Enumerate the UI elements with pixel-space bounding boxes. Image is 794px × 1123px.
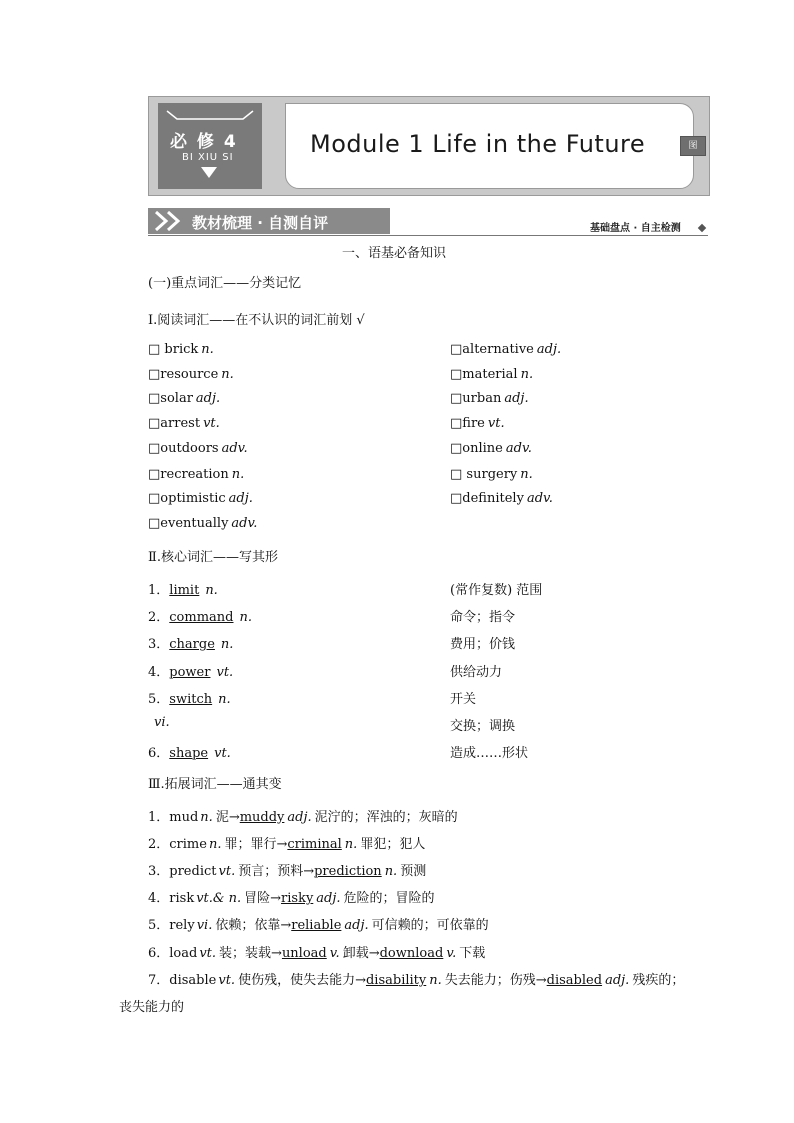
base-meaning: 装；装载→ xyxy=(219,946,282,961)
derived-pos: v. xyxy=(329,946,340,961)
checkbox-icon: □ xyxy=(450,467,463,482)
derived-meaning: 泥泞的；浑浊的；灰暗的 xyxy=(314,810,458,825)
checkbox-icon: □ xyxy=(450,441,463,456)
base-word: 3．predict xyxy=(148,864,217,879)
checkbox-icon: □ xyxy=(148,491,161,506)
item-number: 3． xyxy=(148,637,170,652)
derived-word-2: download xyxy=(379,946,444,961)
checkbox-icon: □ xyxy=(450,491,463,506)
base-meaning: 冒险→ xyxy=(244,891,282,906)
vocab-pos: adv. xyxy=(505,441,532,456)
derived-word: unload xyxy=(281,946,327,961)
base-meaning: 罪；罪行→ xyxy=(224,837,288,852)
vocab-pos: adv. xyxy=(231,516,258,531)
vocab-word: urban xyxy=(462,391,502,406)
vocab-item xyxy=(450,441,532,456)
ribbon-label: 教材梳理 · 自测自评 xyxy=(192,214,329,232)
word-meaning: 开关 xyxy=(450,692,477,707)
base-pos: n. xyxy=(208,837,222,852)
vocab-pos: n. xyxy=(520,367,534,382)
derived-word: muddy xyxy=(239,810,285,825)
derived-word: prediction xyxy=(314,864,382,879)
derived-meaning: 预测 xyxy=(400,864,427,879)
part3-title: Ⅲ.拓展词汇——通其变 xyxy=(148,777,282,792)
chevron-icon xyxy=(152,210,188,232)
checkbox-icon: □ xyxy=(450,367,463,382)
derivation-row xyxy=(148,887,435,906)
part2-title: Ⅱ.核心词汇——写其形 xyxy=(148,550,278,565)
vocab-item xyxy=(450,467,533,482)
answer-word: charge xyxy=(169,637,215,652)
derivation-row xyxy=(148,969,684,988)
derivation-row xyxy=(148,942,485,961)
vocab-word: definitely xyxy=(462,491,524,506)
word-pos: n. xyxy=(239,610,253,625)
checkbox-icon: □ xyxy=(450,416,463,431)
vocab-pos: adj. xyxy=(536,342,562,357)
vocab-item xyxy=(148,516,257,531)
subsection-heading: (一)重点词汇——分类记忆 xyxy=(148,276,302,291)
vocab-pos: n. xyxy=(520,467,533,482)
derived-meaning-2: 残疾的； xyxy=(632,973,685,988)
vocab-item xyxy=(450,416,505,431)
derived-pos: n. xyxy=(344,837,358,852)
word-meaning: (常作复数) 范围 xyxy=(450,583,543,598)
checkbox-icon: □ xyxy=(148,441,161,456)
diamond-icon xyxy=(698,224,706,232)
word-pos: n. xyxy=(220,637,234,652)
vocab-item xyxy=(148,342,214,357)
part1-title: Ⅰ.阅读词汇——在不认识的词汇前划 √ xyxy=(148,313,365,328)
word-meaning: 命令；指令 xyxy=(450,610,516,625)
derived-pos: n. xyxy=(429,973,442,988)
vocab-item xyxy=(148,491,253,506)
vocab-word: brick xyxy=(160,342,199,357)
answer-word: shape xyxy=(169,746,209,761)
base-word: 4．risk xyxy=(148,891,195,906)
base-meaning: 依赖；依靠→ xyxy=(215,918,292,933)
vocab-word: fire xyxy=(462,416,485,431)
base-pos: vi. xyxy=(196,918,213,933)
vocab-pos: adj. xyxy=(195,391,221,406)
vocab-word: online xyxy=(462,441,503,456)
badge-triangle-icon xyxy=(201,167,217,178)
vocab-word: optimistic xyxy=(160,491,226,506)
part3-continuation: 丧失能力的 xyxy=(119,1000,185,1015)
checkbox-icon: □ xyxy=(450,342,463,357)
item-number: 6． xyxy=(148,746,170,761)
vocab-pos: n. xyxy=(221,367,234,382)
derived-meaning: 危险的；冒险的 xyxy=(343,891,435,906)
vocab-word: surgery xyxy=(462,467,518,482)
vocab-item xyxy=(450,391,529,406)
word-pos: n. xyxy=(205,583,218,598)
base-pos: vt. xyxy=(218,864,236,879)
core-word-row xyxy=(148,688,231,707)
derivation-row xyxy=(148,914,489,933)
derived-meaning: 卸载→ xyxy=(342,946,380,961)
vocab-word: recreation xyxy=(160,467,229,482)
checkbox-icon: □ xyxy=(148,467,161,482)
checkbox-icon: □ xyxy=(148,367,161,382)
vocab-item xyxy=(450,491,553,506)
vocab-pos: adj. xyxy=(228,491,253,506)
book-icon: 图 xyxy=(680,136,706,156)
vocab-item xyxy=(450,367,533,382)
base-meaning: 预言；预料→ xyxy=(238,864,315,879)
ribbon-right-label: 基础盘点 · 自主检测 xyxy=(590,223,681,234)
vocab-word: resource xyxy=(160,367,219,382)
base-word: 7．disable xyxy=(148,973,217,988)
checkbox-icon: □ xyxy=(450,391,463,406)
core-word-row xyxy=(148,742,231,761)
vocab-word: material xyxy=(462,367,518,382)
derived-meaning: 可信赖的；可依靠的 xyxy=(371,918,489,933)
vocab-item xyxy=(148,441,248,456)
vocab-item xyxy=(148,367,234,382)
word-meaning: 交换；调换 xyxy=(450,719,516,734)
derived-pos: adj. xyxy=(316,891,341,906)
word-meaning: 费用；价钱 xyxy=(450,637,516,652)
checkbox-icon: □ xyxy=(148,342,161,357)
item-number: 5． xyxy=(148,692,170,707)
vocab-item xyxy=(148,391,220,406)
vocab-word: solar xyxy=(160,391,193,406)
core-word-row xyxy=(148,579,218,598)
item-number: 4． xyxy=(148,665,170,680)
core-word-row xyxy=(148,661,233,680)
vocab-pos: n. xyxy=(231,467,245,482)
divider xyxy=(148,235,708,236)
derived-meaning-2: 下载 xyxy=(459,946,486,961)
vocab-pos: n. xyxy=(201,342,214,357)
derivation-row xyxy=(148,860,426,879)
vocab-pos: adv. xyxy=(526,491,553,506)
base-word: 5．rely xyxy=(148,918,195,933)
derived-pos-2: v. xyxy=(446,946,457,961)
word-pos: n. xyxy=(218,692,231,707)
derived-word: disability xyxy=(365,973,427,988)
checkbox-icon: □ xyxy=(148,391,161,406)
derived-pos: adj. xyxy=(287,810,312,825)
module-title: Module 1 Life in the Future xyxy=(310,130,646,158)
base-meaning: 泥→ xyxy=(215,810,240,825)
derived-word: risky xyxy=(281,891,314,906)
derivation-row xyxy=(148,833,425,852)
answer-word: limit xyxy=(169,583,200,598)
base-pos: vt. xyxy=(218,973,236,988)
core-word-row xyxy=(148,633,233,652)
vocab-pos: adv. xyxy=(221,441,248,456)
core-word-row xyxy=(148,606,252,625)
vocab-item xyxy=(148,416,220,431)
derived-meaning: 失去能力；伤残→ xyxy=(444,973,547,988)
vocab-pos: adj. xyxy=(504,391,529,406)
word-pos: vt. xyxy=(214,746,231,761)
derived-pos: adj. xyxy=(344,918,369,933)
vocab-pos: vt. xyxy=(203,416,220,431)
checkbox-icon: □ xyxy=(148,516,161,531)
word-pos: vt. xyxy=(216,665,234,680)
item-number: 2． xyxy=(148,610,170,625)
answer-word: power xyxy=(169,665,211,680)
derived-word-2: disabled xyxy=(546,973,603,988)
vocab-word: alternative xyxy=(462,342,534,357)
base-pos: n. xyxy=(200,810,213,825)
item-number: 1． xyxy=(148,583,170,598)
derived-pos: n. xyxy=(384,864,398,879)
derived-word: criminal xyxy=(287,837,342,852)
core-word-row xyxy=(148,715,170,730)
badge-sub-text: BI XIU SI xyxy=(182,152,234,163)
checkbox-icon: □ xyxy=(148,416,161,431)
word-meaning: 供给动力 xyxy=(450,665,503,680)
base-pos: vt.& n. xyxy=(196,891,242,906)
base-word: 1．mud xyxy=(148,810,199,825)
vocab-pos: vt. xyxy=(487,416,505,431)
derivation-row xyxy=(148,806,458,825)
vocab-word: arrest xyxy=(160,416,201,431)
badge-main-text: 必 修 4 xyxy=(170,132,238,152)
vocab-item xyxy=(148,467,244,482)
base-word: 6．load xyxy=(148,946,198,961)
base-pos: vt. xyxy=(199,946,217,961)
word-pos: vi. xyxy=(154,715,170,730)
section-heading: 一、语基必备知识 xyxy=(342,246,447,261)
derived-word: reliable xyxy=(291,918,342,933)
vocab-item xyxy=(450,342,561,357)
base-word: 2．crime xyxy=(148,837,207,852)
base-meaning: 使伤残，使失去能力→ xyxy=(238,973,366,988)
derived-meaning: 罪犯；犯人 xyxy=(360,837,426,852)
badge-arrows-icon xyxy=(165,109,255,125)
derived-pos-2: adj. xyxy=(605,973,630,988)
answer-word: command xyxy=(169,610,234,625)
word-meaning: 造成……形状 xyxy=(450,746,529,761)
vocab-word: eventually xyxy=(160,516,229,531)
vocab-word: outdoors xyxy=(160,441,219,456)
answer-word: switch xyxy=(169,692,213,707)
